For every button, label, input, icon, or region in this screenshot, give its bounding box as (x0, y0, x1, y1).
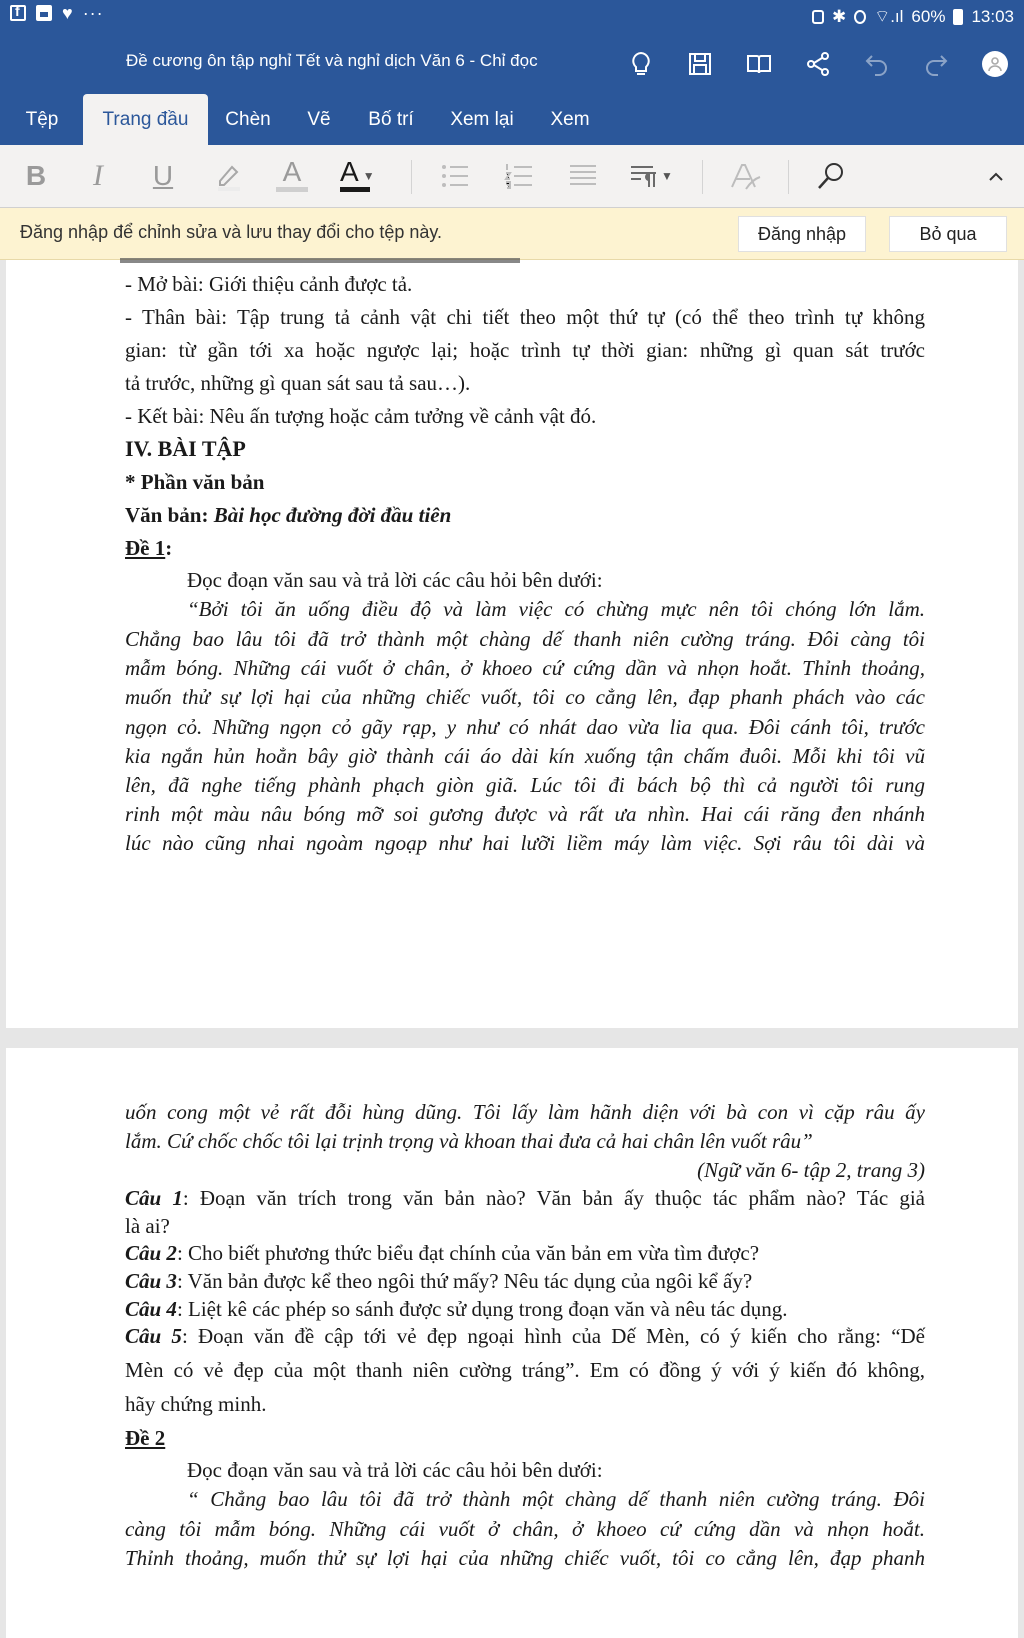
de1-label: Đề 1 (125, 536, 166, 560)
highlight-button[interactable] (209, 154, 249, 198)
doc-line: tả trước, những gì quan sát sau tả sau…). (125, 371, 471, 395)
underline-button[interactable] (145, 154, 181, 198)
clock: 13:03 (971, 6, 1014, 26)
question-5 (125, 1321, 925, 1351)
app-header (0, 0, 1024, 145)
ribbon-separator (788, 160, 789, 194)
dismiss-button[interactable]: Bỏ qua (889, 216, 1007, 252)
bold-button[interactable]: B (25, 160, 47, 191)
question-4 (125, 1294, 925, 1324)
signin-button[interactable]: Đăng nhập (738, 216, 866, 252)
question-1-cont: là ai? (125, 1214, 170, 1238)
text-title-line (125, 500, 925, 530)
facebook-notification-icon (10, 5, 26, 21)
passage-line: “ Chẳng bao lâu tôi đã trở thành một chàng dế thanh niên cường tráng. Đôi (187, 1487, 925, 1511)
underline-glyph: U (152, 160, 174, 191)
find-button[interactable] (811, 154, 851, 198)
align-button[interactable] (563, 154, 603, 198)
highlighter-icon (212, 159, 246, 193)
italic-button[interactable]: I (93, 159, 103, 192)
part-heading: * Phần văn bản (125, 470, 265, 494)
numbering-button[interactable] (499, 154, 539, 198)
tab-view[interactable]: Xem (550, 109, 590, 130)
undo-button[interactable] (847, 40, 906, 88)
search-icon (814, 159, 848, 193)
q3-label: Câu 3 (125, 1269, 177, 1293)
de2-label: Đề 2 (125, 1426, 166, 1450)
paragraph-mark-icon (627, 159, 661, 193)
q2-text: : Cho biết phương thức biểu đạt chính của văn bản em vừa tìm được? (176, 1241, 760, 1265)
doc-line: - Kết bài: Nêu ấn tượng hoặc cảm tưởng về cảnh vật đó. (125, 404, 597, 428)
q4-label: Câu 4 (125, 1297, 177, 1321)
user-icon (986, 55, 1004, 73)
question-3 (125, 1266, 925, 1296)
book-icon (745, 50, 773, 78)
q4-text: : Liệt kê các phép so sánh được sử dụng trong đoạn văn và nêu tác dụng. (176, 1297, 788, 1321)
instruction: Đọc đoạn văn sau và trả lời các câu hỏi bên dưới: (187, 568, 603, 592)
paragraph-button[interactable] (627, 154, 681, 198)
question-5-cont: Mèn có vẻ đẹp của một thanh niên cường tráng”. Em có đồng ý với ý kiến đó không, (125, 1358, 925, 1382)
paragraph-dropdown-icon[interactable]: ▼ (661, 169, 673, 183)
more-notifications-icon: ··· (82, 3, 104, 23)
bullets-button[interactable] (435, 154, 475, 198)
section-heading: IV. BÀI TẬP (125, 436, 246, 461)
question-5-cont: hãy chứng minh. (125, 1392, 267, 1416)
text-title: Bài học đường đời đầu tiên (213, 503, 452, 527)
exercise-heading-1: Đề 1: (125, 536, 173, 560)
passage-line: rinh một màu nâu bóng mỡ soi gương được và rất ưa nhìn. Hai cái răng đen nhánh (125, 802, 925, 826)
font-color-button[interactable] (336, 154, 386, 198)
tab-layout[interactable]: Bố trí (368, 109, 414, 130)
alarm-icon (854, 10, 866, 24)
passage-line: ngọn cỏ. Những ngọn cỏ gãy rạp, y như có nhát dao vừa lia qua. Đôi cánh tôi, trước (125, 715, 925, 739)
tab-file[interactable]: Tệp (25, 109, 59, 130)
signin-message: Đăng nhập để chỉnh sửa và lưu thay đổi cho tệp này. (20, 222, 443, 242)
tab-review[interactable]: Xem lại (450, 109, 514, 130)
lightbulb-icon (627, 50, 655, 78)
ribbon-tabs (0, 94, 1024, 145)
passage-line: uốn cong một vẻ rất đỗi hùng dũng. Tôi lấy làm hãnh diện với bà con vì cặp râu ấy (125, 1100, 925, 1124)
save-icon (686, 50, 714, 78)
document-page-2[interactable] (6, 1048, 1018, 1638)
clipped-line (120, 250, 540, 264)
passage-line: lên, đã nghe tiếng phành phạch giòn giã. Lúc tôi đi bách bộ thì cả người tôi rung (125, 773, 925, 797)
tab-insert[interactable]: Chèn (225, 109, 271, 130)
exercise-heading-2 (125, 1423, 925, 1453)
passage-line: lúc nào cũng nhai ngoàm ngoạp như hai lưỡi liềm máy làm việc. Sợi râu tôi dài và (125, 831, 925, 855)
q2-label: Câu 2 (125, 1241, 177, 1265)
heart-notification-icon: ♥ (62, 3, 73, 23)
instruction: Đọc đoạn văn sau và trả lời các câu hỏi bên dưới: (187, 1458, 603, 1482)
ribbon-separator (411, 160, 412, 194)
passage-line: Chẳng bao lâu tôi đã trở thành một chàng dế thanh niên cường tráng. Đôi càng tôi (125, 627, 925, 651)
passage-line: kia ngắn hủn hoẳn bây giờ thành cái áo dài kín xuống tận chấm đuôi. Mỗi khi tôi vũ (125, 744, 925, 768)
title-bar (0, 40, 1024, 88)
redo-icon (922, 50, 950, 78)
styles-button[interactable] (725, 154, 765, 198)
text-effects-glyph: A (282, 156, 302, 187)
ribbon-separator (702, 160, 703, 194)
doc-line: - Thân bài: Tập trung tả cảnh vật chi tiết theo một thứ tự (có thể theo trình tự không (125, 305, 925, 329)
passage-line: “Bởi tôi ăn uống điều độ và làm việc có chừng mực nên tôi chóng lớn lắm. (187, 597, 925, 621)
question-1 (125, 1183, 925, 1213)
battery-icon (953, 9, 963, 25)
source-citation: (Ngữ văn 6- tập 2, trang 3) (697, 1158, 925, 1182)
styles-icon (728, 159, 762, 193)
collapse-ribbon-button[interactable] (986, 167, 1006, 192)
q1-label: Câu 1 (125, 1186, 183, 1210)
numbered-list-icon (502, 159, 536, 193)
undo-icon (863, 50, 891, 78)
bluetooth-icon: ✱ (831, 6, 847, 26)
q5-label: Câu 5 (125, 1324, 182, 1348)
doc-line: - Mở bài: Giới thiệu cảnh được tả. (125, 272, 413, 296)
chevron-up-icon (986, 167, 1006, 187)
passage-line: lắm. Cứ chốc chốc tôi lại trịnh trọng và khoan thai đưa cả hai chân lên vuốt râu” (125, 1129, 813, 1153)
q1-text: : Đoạn văn trích trong văn bản nào? Văn bản ấy thuộc tác phẩm nào? Tác giả (182, 1186, 925, 1210)
text-label: Văn bản: (125, 503, 214, 527)
tab-draw[interactable]: Vẽ (307, 109, 331, 130)
account-button[interactable] (965, 40, 1024, 88)
avatar (982, 51, 1008, 77)
passage-line: muốn thử sự lợi hại của những chiếc vuốt, tôi co cẳng lên, đạp phanh phách vào các (125, 685, 925, 709)
wifi-signal-icon: ⌔.ıl (874, 7, 904, 26)
ribbon-toolbar (0, 145, 1024, 208)
tell-me-button[interactable] (611, 40, 670, 88)
bullet-list-icon (438, 159, 472, 193)
save-button[interactable] (670, 40, 729, 88)
font-color-bar (340, 187, 370, 192)
q3-text: : Văn bản được kể theo ngôi thứ mấy? Nêu tác dụng của ngôi kể ấy? (176, 1269, 753, 1293)
share-icon (804, 50, 832, 78)
document-title: Đề cương ôn tập nghỉ Tết và nghỉ dịch Văn 6 - Chỉ đọc (126, 51, 538, 70)
text-effects-color-bar (276, 187, 308, 192)
battery-level: 60% (911, 6, 946, 26)
document-page-1[interactable] (6, 260, 1018, 1028)
font-color-dropdown-icon[interactable]: ▼ (362, 169, 375, 183)
read-mode-button[interactable] (729, 40, 788, 88)
text-effects-button[interactable] (272, 154, 312, 198)
passage-line: càng tôi mẫm bóng. Những cái vuốt ở chân, ở khoeo cứ cứng dần và nhọn hoắt. (125, 1517, 925, 1541)
q5-text: : Đoạn văn đề cập tới vẻ đẹp ngoại hình của Dế Mèn, có ý kiến cho rằng: “Dế (181, 1324, 925, 1348)
share-button[interactable] (788, 40, 847, 88)
passage-line: Thỉnh thoảng, muốn thử sự lợi hại của những chiếc vuốt, tôi co cẳng lên, đạp phanh (125, 1546, 925, 1570)
doc-line: gian: từ gần tới xa hoặc ngược lại; hoặc trình tự thời gian: những gì quan sát trước (125, 338, 925, 362)
redo-button[interactable] (906, 40, 965, 88)
lock-status-icon (812, 10, 824, 24)
question-2 (125, 1238, 925, 1268)
tab-home[interactable]: Trang đầu (83, 94, 208, 145)
passage-line: mẫm bóng. Những cái vuốt ở chân, ở khoeo cứ cứng dần và nhọn hoắt. Thỉnh thoảng, (125, 656, 925, 680)
status-bar (0, 0, 1024, 32)
calendar-notification-icon (36, 5, 52, 21)
align-left-icon (566, 159, 600, 193)
font-color-glyph: A (340, 156, 359, 187)
